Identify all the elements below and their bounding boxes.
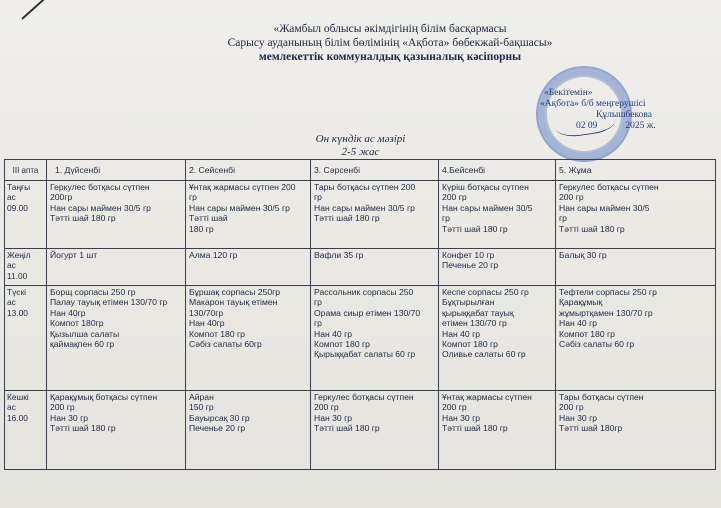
dish-line: 200 гр	[559, 192, 584, 203]
dish-line: Нан 40 гр	[559, 318, 597, 329]
menu-cell	[556, 249, 716, 286]
dish-line: 200 гр	[50, 402, 75, 413]
table-row	[5, 391, 716, 470]
meal-time-line: Жеңіл	[7, 250, 31, 260]
dish-line: Кеспе сорпасы 250 гр	[442, 287, 529, 297]
dish-line: Геркулес ботқасы сүтпен	[50, 182, 150, 192]
table-row	[5, 286, 716, 391]
dish-line: Тәтті шай 180 гр	[314, 213, 380, 224]
meal-time-line: 09.00	[7, 202, 28, 213]
meal-time-line: 16.00	[7, 412, 28, 423]
dish-line: Тары ботқасы сүтпен 200	[314, 182, 416, 192]
dish-line: Оливье салаты 60 гр	[442, 349, 526, 360]
menu-cell	[47, 181, 186, 249]
menu-cell	[47, 286, 186, 391]
dish-line: Тәтті шай 180 гр	[314, 423, 380, 434]
dish-line: Тәтті шай 180гр	[559, 423, 623, 434]
day-header: 4.Бейсенбі	[439, 160, 556, 181]
menu-cell	[186, 391, 311, 470]
menu-cell	[439, 249, 556, 286]
dish-line: Тәтті шай 180 гр	[442, 223, 508, 234]
menu-cell	[47, 391, 186, 470]
table-row	[5, 249, 716, 286]
dish-line: етімен 130/70 гр	[442, 318, 507, 329]
dish-line: гр	[314, 192, 322, 203]
meal-time-cell	[5, 286, 47, 391]
menu-cell	[556, 181, 716, 249]
dish-line: Нан сары маймен 30/5 гр	[50, 202, 151, 213]
dish-line: Нан 40гр	[189, 318, 225, 329]
menu-table	[4, 159, 716, 470]
meal-time-cell	[5, 249, 47, 286]
dish-line: Ұнтақ жармасы сүтпен 200	[189, 182, 296, 192]
dish-line: 130/70гр	[189, 307, 224, 318]
week-header: III апта	[5, 160, 47, 181]
menu-cell	[556, 391, 716, 470]
dish-line: Күріш ботқасы сүтпен	[442, 182, 529, 192]
table-header-row	[5, 160, 716, 181]
dish-line: қаймақпен 60 гр	[50, 339, 115, 350]
dish-line: Йогурт 1 шт	[50, 250, 98, 260]
dish-line: Тәтті шай 180 гр	[50, 213, 116, 224]
approval-position: «Ақбота» б/б меңгерушісі	[540, 99, 646, 109]
dish-line: Сәбіз салаты 60гр	[189, 339, 262, 350]
meal-time-line: ас	[7, 192, 16, 203]
dish-line: Сәбіз салаты 60 гр	[559, 339, 635, 350]
dish-line: 200 гр	[559, 402, 584, 413]
dish-line: Тәтті шай 180 гр	[559, 223, 625, 234]
dish-line: гр	[559, 213, 567, 224]
dish-line: гр	[442, 213, 450, 224]
dish-line: 200 гр	[314, 402, 339, 413]
dish-line: Қызылша салаты	[50, 328, 120, 339]
menu-title: Он күндік ас мәзірі	[315, 133, 406, 145]
dish-line: Нан 30 гр	[442, 412, 480, 423]
dish-line: Компот 180 гр	[314, 339, 370, 350]
dish-line: Конфет 10 гр	[442, 250, 495, 260]
dish-line: Бұқтырылған	[442, 297, 495, 308]
dish-line: жұмыртқамен 130/70 гр	[559, 307, 653, 318]
menu-cell	[556, 286, 716, 391]
day-header: 2. Сейсенбі	[186, 160, 311, 181]
dish-line: Орама сиыр етімен 130/70	[314, 307, 421, 318]
meal-time-line: Таңғы	[7, 182, 31, 192]
dish-line: Компот 180 гр	[189, 328, 245, 339]
menu-cell	[311, 249, 439, 286]
menu-cell	[439, 391, 556, 470]
meal-time-line: 13.00	[7, 307, 28, 318]
dish-line: Нан 30 гр	[559, 412, 597, 423]
dish-line: гр	[314, 297, 322, 308]
menu-cell	[186, 181, 311, 249]
dish-line: Борщ сорпасы 250 гр	[50, 287, 136, 297]
dish-line: Тефтели сорпасы 250 гр	[559, 287, 657, 297]
dish-line: Геркулес ботқасы сүтпен	[559, 182, 659, 192]
day-header: 3. Сәрсенбі	[311, 160, 439, 181]
meal-time-line: 11.00	[7, 270, 28, 281]
dish-line: гр	[314, 318, 322, 329]
dish-line: Нан 30 гр	[50, 412, 88, 423]
dish-line: Қырыққабат салаты 60 гр	[314, 349, 416, 360]
approval-name: Құлышбекова	[596, 110, 652, 120]
dish-line: Алма 120 гр	[189, 250, 238, 260]
meal-time-line: Түскі	[7, 287, 27, 297]
dish-line: Тары ботқасы сүтпен	[559, 392, 644, 402]
meal-time-line: ас	[7, 402, 16, 413]
header-line-3: мемлекеттік коммуналдық қазыналық кәсіпорны	[258, 51, 522, 63]
meal-time-cell	[5, 181, 47, 249]
menu-cell	[439, 286, 556, 391]
dish-line: Нан 40 гр	[442, 328, 480, 339]
dish-line: Нан сары маймен 30/5	[442, 202, 533, 213]
header-line-2: Сарысу ауданының білім бөлімінің «Ақбота» бөбекжай-бақшасы»	[227, 37, 553, 49]
dish-line: 200 гр	[442, 402, 467, 413]
approval-title: «Бекітемін»	[544, 88, 593, 98]
dish-line: Макарон тауық етімен	[189, 297, 278, 308]
organization-header	[150, 22, 630, 64]
dish-line: Нан 40 гр	[314, 328, 352, 339]
approval-date	[540, 121, 700, 132]
dish-line: Қарақұмық	[559, 297, 603, 308]
dish-line: Бауырсақ 30 гр	[189, 412, 250, 423]
meal-time-line: ас	[7, 260, 16, 271]
dish-line: Палау тауық етімен 130/70 гр	[50, 297, 168, 308]
day-header: 5. Жұма	[556, 160, 716, 181]
dish-line: Нан сары маймен 30/5 гр	[189, 202, 290, 213]
table-row	[5, 181, 716, 249]
meal-time-line: ас	[7, 297, 16, 308]
menu-cell	[186, 249, 311, 286]
dish-line: Нан сары маймен 30/5	[559, 202, 650, 213]
dish-line: Айран	[189, 392, 214, 402]
dish-line: Бұршақ сорпасы 250гр	[189, 287, 281, 297]
dish-line: гр	[189, 192, 197, 203]
menu-cell	[311, 181, 439, 249]
dish-line: Компот 180гр	[50, 318, 104, 329]
approval-year: 2025 ж.	[625, 121, 656, 131]
dish-line: Нан 40гр	[50, 307, 86, 318]
dish-line: Балық 30 гр	[559, 250, 607, 260]
menu-cell	[439, 181, 556, 249]
dish-line: 200 гр	[442, 192, 467, 203]
menu-cell	[186, 286, 311, 391]
dish-line: Тәтті шай 180 гр	[50, 423, 116, 434]
dish-line: 200гр	[50, 192, 73, 203]
dish-line: Ұнтақ жармасы сүтпен	[442, 392, 532, 402]
menu-cell	[47, 249, 186, 286]
menu-cell	[311, 286, 439, 391]
dish-line: Компот 180 гр	[442, 339, 498, 350]
dish-line: Печенье 20 гр	[442, 260, 499, 271]
meal-time-line: Кешкі	[7, 392, 29, 402]
menu-subtitle: 2-5 жас	[341, 146, 380, 158]
approval-date-value: 02 09	[576, 121, 598, 131]
day-header: 1. Дүйсенбі	[47, 160, 186, 181]
dish-line: Вафли 35 гр	[314, 250, 364, 260]
dish-line: Печенье 20 гр	[189, 423, 246, 434]
dish-line: Геркулес ботқасы сүтпен	[314, 392, 414, 402]
menu-cell	[311, 391, 439, 470]
dish-line: 150 гр	[189, 402, 214, 413]
dish-line: 180 гр	[189, 223, 214, 234]
dish-line: Тәтті шай	[189, 213, 228, 224]
dish-line: Нан сары маймен 30/5 гр	[314, 202, 415, 213]
dish-line: Рассольник сорпасы 250	[314, 287, 414, 297]
header-line-1: «Жамбыл облысы әкімдігінің білім басқармасы	[273, 23, 507, 35]
dish-line: Компот 180 гр	[559, 328, 615, 339]
dish-line: Қарақұмық ботқасы сүтпен	[50, 392, 158, 402]
approval-block	[540, 88, 700, 132]
dish-line: Тәтті шай 180 гр	[442, 423, 508, 434]
dish-line: Нан 30 гр	[314, 412, 352, 423]
meal-time-cell	[5, 391, 47, 470]
pen-mark	[21, 0, 52, 20]
dish-line: қырыққабат тауық	[442, 307, 514, 318]
